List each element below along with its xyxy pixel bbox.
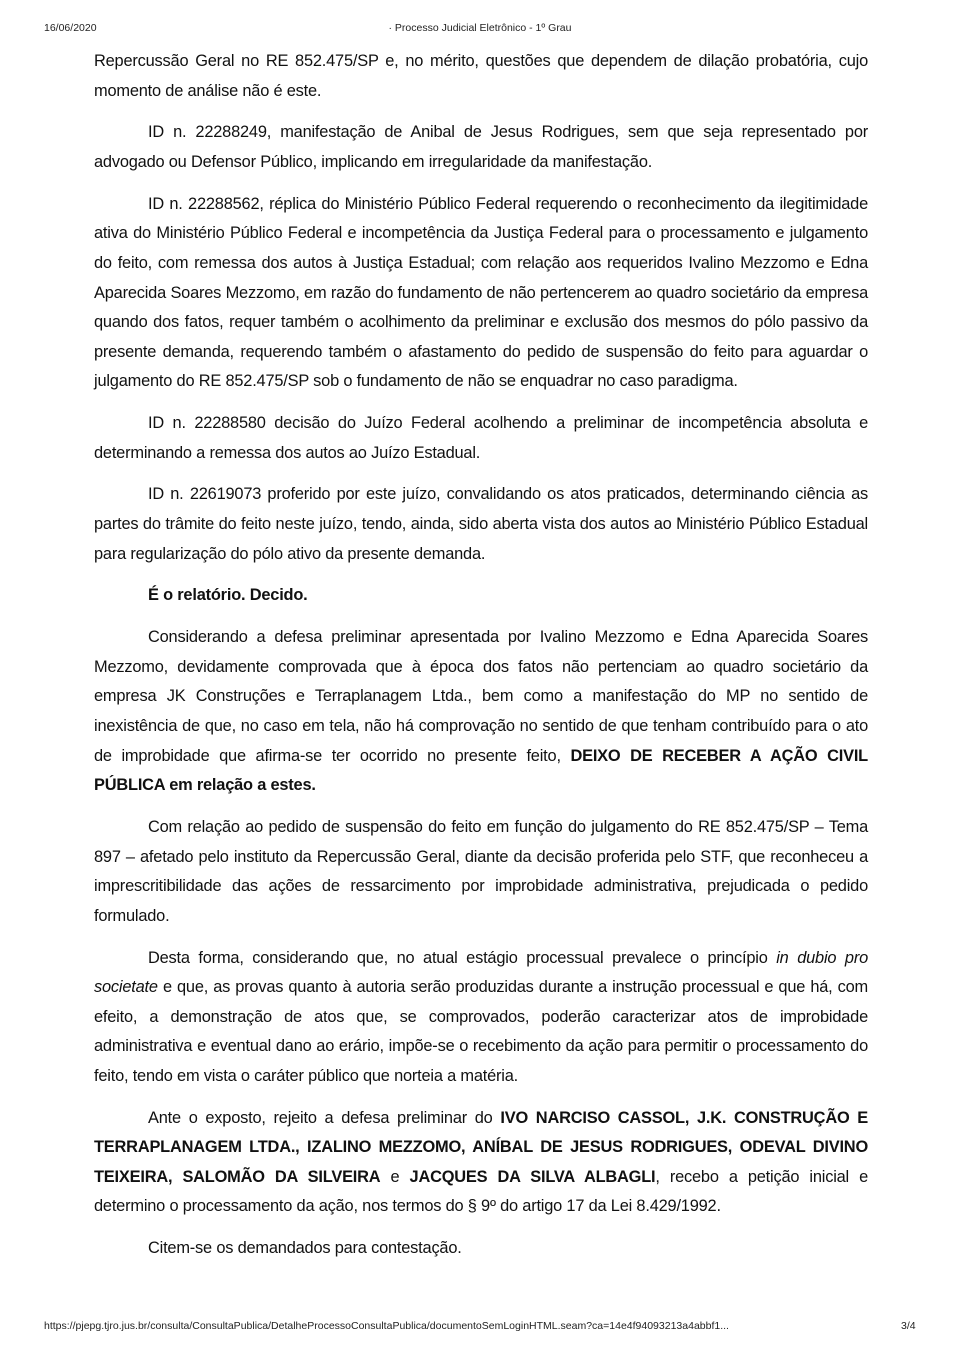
paragraph-desta-forma bbox=[94, 944, 868, 1092]
page-url: https://pjepg.tjro.jus.br/consulta/ConsultaPublica/DetalheProcessoConsultaPublica/documentoSemLoginHTML.seam?ca=14e4f94093213a4abbf1... bbox=[44, 1320, 729, 1332]
paragraph-suspensao: Com relação ao pedido de suspensão do feito em função do julgamento do RE 852.475/SP – Tema 897 – afetado pelo instituto da Repercussão Geral, diante da decisão proferida pelo STF, que reconheceu a imprescritibilidade das ações de ressarcimento por improbidade administrativa, prejudicada o pedido formulado. bbox=[94, 817, 868, 925]
paragraph-id-22288562: ID n. 22288562, réplica do Ministério Público Federal requerendo o reconhecimento da ilegitimidade ativa do Ministério Público Federal e incompetência da Justiça Federal para o processamento e julgamento do feito, com remessa dos autos à Justiça Estadual; com relação aos requeridos Ivalino Mezzomo e Edna Aparecida Soares Mezzomo, em razão do fundamento de não pertencerem ao quadro societário da empresa quando dos fatos, requer também o acolhimento da preliminar e exclusão dos mesmos do pólo passivo da presente demanda, requerendo também o afastamento do pedido de suspensão do feito para aguardar o julgamento do RE 852.475/SP sob o fundamento de não se enquadrar no caso paradigma. bbox=[94, 194, 868, 391]
paragraph-defesa-preliminar bbox=[94, 623, 868, 801]
paragraph-id-22288580: ID n. 22288580 decisão do Juízo Federal acolhendo a preliminar de incompetência absoluta e determinando a remessa dos autos ao Juízo Estadual. bbox=[94, 414, 868, 462]
paragraph-text: , recebo a petição inicial e determino o processamento da ação, nos termos do § 9º do artigo 17 da Lei 8.429/1992. bbox=[94, 1167, 869, 1216]
paragraph-id-22288249: ID n. 22288249, manifestação de Anibal de Jesus Rodrigues, sem que seja representado por advogado ou Defensor Público, implicando em irregularidade da manifestação. bbox=[94, 123, 868, 171]
paragraph-text: Considerando a defesa preliminar apresentada por Ivalino Mezzomo e Edna Aparecida Soares Mezzomo, devidamente comprovada que à época dos fatos não pertenciam ao quadro societário da empresa JK Construções e Terraplanagem Ltda., bem como a manifestação do MP no sentido de inexistência de que, no caso em tela, não há comprovação no sentido de que tenham contribuído para o ato de improbidade que afirma-se ter ocorrido no presente feito, bbox=[94, 628, 868, 765]
paragraph-citem-se: Citem-se os demandados para contestação. bbox=[148, 1239, 462, 1258]
paragraph-text: e que, as provas quanto à autoria serão produzidas durante a instrução processual e que há, com efeito, a demonstração de atos que, se comprovados, poderão caracterizar atos de improbidade administrativa e eventual dano ao erário, impõe-se o recebimento da ação para permitir o processamento do feito, tendo em vista o caráter público que norteia a matéria. bbox=[94, 978, 868, 1085]
paragraph-id-22619073: ID n. 22619073 proferido por este juízo, convalidando os atos praticados, determinando ciência as partes do trâmite do feito neste juízo, tendo, ainda, sido aberta vista dos autos ao Ministério Público Estadual para regularização do pólo ativo da presente demanda. bbox=[94, 485, 868, 563]
defendant-name: JACQUES DA SILVA ALBAGLI bbox=[409, 1167, 656, 1186]
paragraph-ante-o-exposto bbox=[94, 1104, 868, 1222]
document-body bbox=[94, 47, 868, 1276]
paragraph-text: e bbox=[380, 1167, 410, 1186]
decision-emphasis: DEIXO DE RECEBER A AÇÃO CIVIL PÚBLICA em relação a estes. bbox=[94, 746, 868, 795]
paragraph-text: Ante o exposto, rejeito a defesa preliminar do bbox=[148, 1108, 501, 1127]
section-heading-relatorio: É o relatório. Decido. bbox=[148, 586, 308, 605]
paragraph-text: Desta forma, considerando que, no atual estágio processual prevalece o princípio bbox=[148, 948, 777, 967]
defendants-list: IVO NARCISO CASSOL, J.K. CONSTRUÇÃO E TERRAPLANAGEM LTDA., IZALINO MEZZOMO, ANÍBAL DE JESUS RODRIGUES, ODEVAL DIVINO TEIXEIRA, SALOMÃO DA SILVEIRA bbox=[94, 1108, 869, 1186]
print-title: · Processo Judicial Eletrônico - 1º Grau bbox=[388, 22, 572, 34]
paragraph-continuation: Repercussão Geral no RE 852.475/SP e, no mérito, questões que dependem de dilação probatória, cujo momento de análise não é este. bbox=[94, 52, 868, 100]
page-number: 3/4 bbox=[901, 1320, 916, 1332]
print-date: 16/06/2020 bbox=[44, 22, 97, 34]
latin-phrase: in dubio pro societate bbox=[94, 948, 868, 997]
